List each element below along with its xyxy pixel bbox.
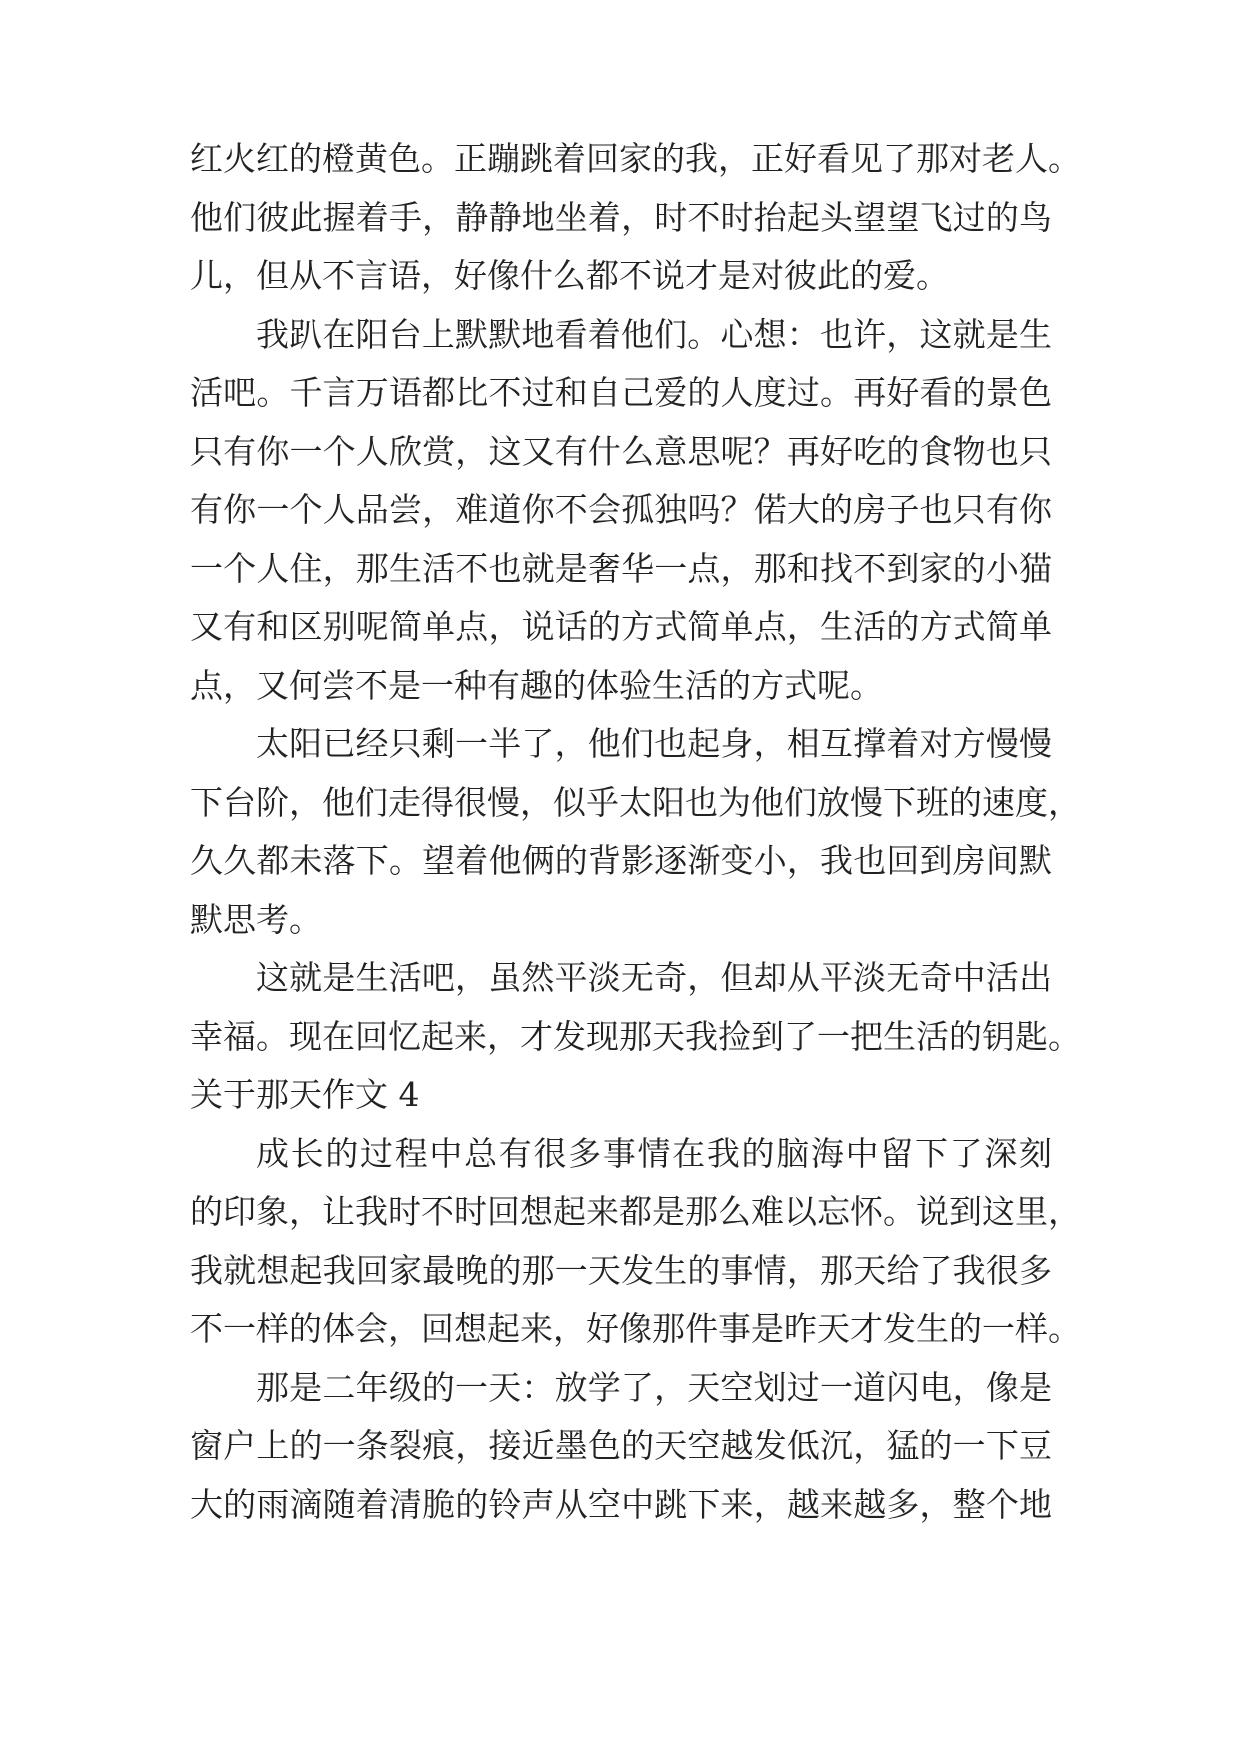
text-line: 又有和区别呢简单点，说话的方式简单点，生活的方式简单	[190, 607, 1052, 646]
text-line: 有你一个人品尝，难道你不会孤独吗？偌大的房子也只有你	[190, 490, 1052, 529]
paragraph-first-line: 这就是生活吧，虽然平淡无奇，但却从平淡无奇中活出	[256, 958, 1052, 997]
paragraph-first-line: 我趴在阳台上默默地看着他们。心想：也许，这就是生	[256, 314, 1052, 354]
paragraph-first-line: 那是二年级的一天：放学了，天空划过一道闪电，像是	[256, 1367, 1052, 1407]
text-line: 我就想起我回家最晚的那一天发生的事情，那天给了我很多	[190, 1250, 1052, 1290]
text-line: 久久都未落下。望着他俩的背影逐渐变小，我也回到房间默	[190, 841, 1052, 880]
text-line: 窗户上的一条裂痕，接近墨色的天空越发低沉，猛的一下豆	[190, 1426, 1052, 1465]
text-line: 下台阶，他们走得很慢，似乎太阳也为他们放慢下班的速度，	[190, 782, 1081, 822]
paragraph-first-line: 成长的过程中总有很多事情在我的脑海中留下了深刻	[256, 1133, 1052, 1173]
text-line: 一个人住，那生活不也就是奢华一点，那和找不到家的小猫	[190, 548, 1052, 588]
text-line: 儿，但从不言语，好像什么都不说才是对彼此的爱。	[190, 256, 949, 295]
text-line: 点，又何尝不是一种有趣的体验生活的方式呢。	[190, 665, 883, 705]
text-line: 的印象，让我时不时回想起来都是那么难以忘怀。说到这里，	[190, 1192, 1081, 1231]
text-line: 幸福。现在回忆起来，才发现那天我捡到了一把生活的钥匙。	[190, 1016, 1081, 1056]
paragraph-first-line: 太阳已经只剩一半了，他们也起身，相互撑着对方慢慢	[256, 724, 1052, 763]
text-line: 红火红的橙黄色。正蹦跳着回家的我，正好看见了那对老人。	[190, 139, 1081, 178]
text-line: 大的雨滴随着清脆的铃声从空中跳下来，越来越多，整个地	[190, 1484, 1052, 1524]
text-line: 他们彼此握着手，静静地坐着，时不时抬起头望望飞过的鸟	[190, 197, 1052, 237]
text-line: 活吧。千言万语都比不过和自己爱的人度过。再好看的景色	[190, 373, 1052, 412]
text-line: 默思考。	[190, 899, 322, 939]
text-line: 不一样的体会，回想起来，好像那件事是昨天才发生的一样。	[190, 1309, 1081, 1348]
section-heading: 关于那天作文 4	[190, 1075, 420, 1114]
text-line: 只有你一个人欣赏，这又有什么意思呢？再好吃的食物也只	[190, 431, 1052, 471]
document-body	[190, 130, 1081, 1534]
